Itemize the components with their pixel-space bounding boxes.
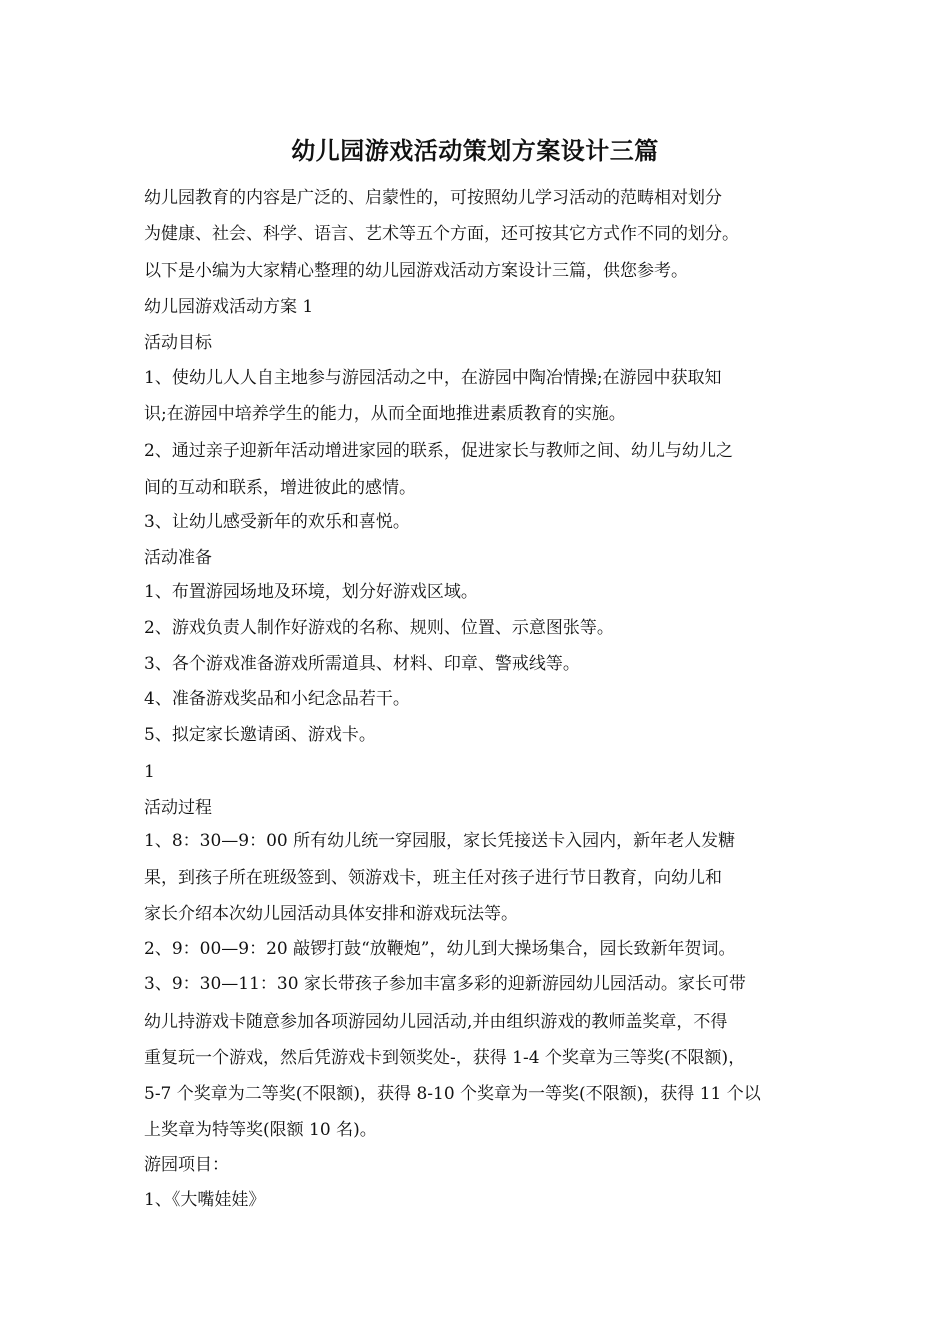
project-item-1: 1、《大嘴娃娃》 (144, 1190, 266, 1210)
section-heading-goals: 活动目标 (144, 333, 212, 353)
goal-item-2-line-2: 间的互动和联系，增进彼此的感情。 (144, 478, 416, 498)
process-item-3-line-5: 上奖章为特等奖(限额 10 名)。 (144, 1120, 377, 1140)
process-item-3-line-4: 5-7 个奖章为二等奖(不限额)，获得 8-10 个奖章为一等奖(不限额)，获得 11 个以 (144, 1084, 761, 1104)
process-item-1-line-2: 果，到孩子所在班级签到、领游戏卡，班主任对孩子进行节日教育，向幼儿和 (144, 868, 722, 888)
process-item-3-line-1: 3、9：30—11：30 家长带孩子参加丰富多彩的迎新游园幼儿园活动。家长可带 (144, 974, 746, 994)
process-item-3-line-2: 幼儿持游戏卡随意参加各项游园幼儿园活动,并由组织游戏的教师盖奖章，不得 (144, 1012, 728, 1032)
prep-item-2: 2、游戏负责人制作好游戏的名称、规则、位置、示意图张等。 (144, 618, 614, 638)
intro-line-3: 以下是小编为大家精心整理的幼儿园游戏活动方案设计三篇，供您参考。 (144, 261, 688, 281)
section-heading-plan-1: 幼儿园游戏活动方案 1 (144, 297, 314, 317)
goal-item-1-line-2: 识;在游园中培养学生的能力，从而全面地推进素质教育的实施。 (144, 404, 626, 424)
goal-item-3: 3、让幼儿感受新年的欢乐和喜悦。 (144, 512, 410, 532)
intro-line-1: 幼儿园教育的内容是广泛的、启蒙性的，可按照幼儿学习活动的范畴相对划分 (144, 188, 722, 208)
section-heading-preparation: 活动准备 (144, 548, 212, 568)
section-heading-process: 活动过程 (144, 798, 212, 818)
section-heading-projects: 游园项目： (144, 1155, 229, 1175)
goal-item-1-line-1: 1、使幼儿人人自主地参与游园活动之中，在游园中陶冶情操;在游园中获取知 (144, 368, 722, 388)
prep-item-3: 3、各个游戏准备游戏所需道具、材料、印章、警戒线等。 (144, 654, 580, 674)
process-item-1-line-3: 家长介绍本次幼儿园活动具体安排和游戏玩法等。 (144, 904, 518, 924)
document-title: 幼儿园游戏活动策划方案设计三篇 (291, 136, 659, 165)
goal-item-2-line-1: 2、通过亲子迎新年活动增进家园的联系，促进家长与教师之间、幼儿与幼儿之 (144, 441, 733, 461)
intro-line-2: 为健康、社会、科学、语言、艺术等五个方面，还可按其它方式作不同的划分。 (144, 224, 739, 244)
prep-item-1: 1、布置游园场地及环境，划分好游戏区域。 (144, 582, 478, 602)
page-number: 1 (144, 762, 155, 782)
prep-item-5: 5、拟定家长邀请函、游戏卡。 (144, 725, 376, 745)
process-item-1-line-1: 1、8：30—9：00 所有幼儿统一穿园服，家长凭接送卡入园内，新年老人发糖 (144, 831, 736, 851)
process-item-3-line-3: 重复玩一个游戏，然后凭游戏卡到领奖处-，获得 1-4 个奖章为三等奖(不限额)， (144, 1048, 746, 1068)
process-item-2: 2、9：00—9：20 敲锣打鼓“放鞭炮”，幼儿到大操场集合，园长致新年贺词。 (144, 939, 736, 959)
prep-item-4: 4、准备游戏奖品和小纪念品若干。 (144, 689, 410, 709)
